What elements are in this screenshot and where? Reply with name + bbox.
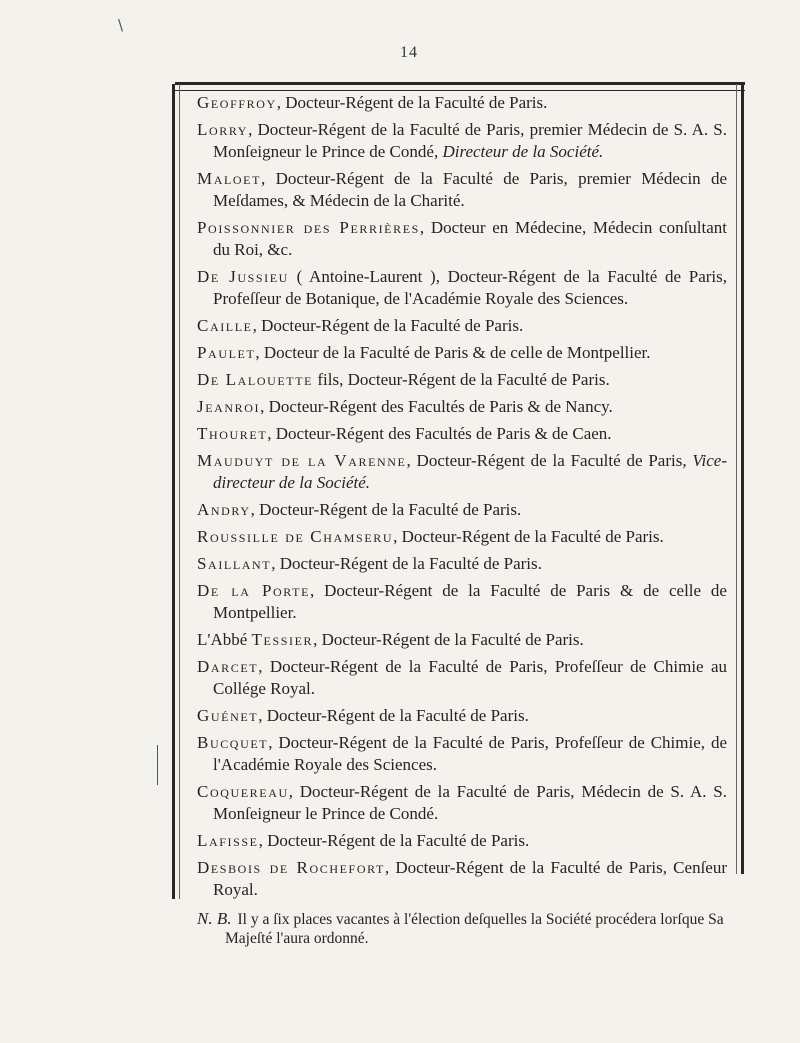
list-item bbox=[197, 168, 727, 212]
member-name: Saillant bbox=[197, 554, 272, 573]
member-description: , Docteur-Régent de la Faculté de Paris. bbox=[313, 630, 584, 649]
member-description: , Docteur-Régent de la Faculté de Paris. bbox=[252, 316, 524, 335]
member-description: , Docteur-Régent des Facultés de Paris & de Caen. bbox=[267, 424, 612, 443]
member-title: Vice-directeur de la Société. bbox=[213, 451, 728, 492]
list-item bbox=[197, 830, 727, 852]
member-description: , Docteur-Régent de la Faculté de Paris, Profeſſeur de Chimie, de l'Académie Royale des Sciences. bbox=[213, 733, 727, 774]
member-name: Thouret bbox=[197, 424, 268, 443]
member-description: , Docteur-Régent de la Faculté de Paris, premier Médecin de Meſdames, & Médecin de la Charité. bbox=[213, 169, 727, 210]
member-name: Mauduyt de la Varenne bbox=[197, 451, 407, 470]
list-item bbox=[197, 732, 727, 776]
member-name: Lorry bbox=[197, 120, 249, 139]
member-description: , Docteur de la Faculté de Paris & de celle de Montpellier. bbox=[255, 343, 651, 362]
list-item bbox=[197, 580, 727, 624]
member-description: , Docteur-Régent de la Faculté de Paris. bbox=[393, 527, 664, 546]
list-item bbox=[197, 629, 727, 651]
member-description: , Docteur-Régent de la Faculté de Paris. bbox=[276, 93, 548, 112]
member-name: Roussille de Chamseru bbox=[197, 527, 394, 546]
member-name: De Lalouette bbox=[197, 370, 314, 389]
list-item bbox=[197, 553, 727, 575]
list-item bbox=[197, 342, 727, 364]
member-name: Coquereau bbox=[197, 782, 289, 801]
member-name: Bucquet bbox=[197, 733, 269, 752]
footnote-label: N. B. bbox=[197, 909, 232, 928]
member-name: Poissonnier des Perrières bbox=[197, 218, 420, 237]
member-name: Andry bbox=[197, 500, 251, 519]
member-description: , Docteur-Régent de la Faculté de Paris. bbox=[271, 554, 542, 573]
list-item bbox=[197, 92, 727, 114]
member-name: Darcet bbox=[197, 657, 259, 676]
member-name: Geoffroy bbox=[197, 93, 277, 112]
member-name: Guénet bbox=[197, 706, 259, 725]
member-list bbox=[197, 92, 727, 948]
member-name: De la Porte bbox=[197, 581, 311, 600]
margin-mark: \ bbox=[118, 16, 124, 34]
list-item bbox=[197, 119, 727, 163]
list-item bbox=[197, 857, 727, 901]
margin-stroke bbox=[157, 745, 158, 785]
member-description: ( Antoine-Laurent ), Docteur-Régent de la Faculté de Paris, Profeſſeur de Botanique, de l'Académie Royale des Sciences. bbox=[213, 267, 728, 308]
member-name: Tessier bbox=[251, 630, 314, 649]
list-item bbox=[197, 315, 727, 337]
member-description: , Docteur-Régent de la Faculté de Paris, Cenſeur Royal. bbox=[213, 858, 727, 899]
list-item bbox=[197, 705, 727, 727]
page-number: 14 bbox=[400, 44, 418, 61]
member-description: , Docteur-Régent de la Faculté de Paris, bbox=[406, 451, 693, 470]
top-border-rule bbox=[175, 82, 745, 91]
member-description: , Docteur-Régent de la Faculté de Paris. bbox=[250, 500, 522, 519]
list-item bbox=[197, 526, 727, 548]
member-description: , Docteur-Régent de la Faculté de Paris, premier Médecin de S. A. S. Monſeigneur le Prince de Condé, bbox=[213, 120, 727, 161]
member-description: , Docteur-Régent de la Faculté de Paris, Médecin de S. A. S. Monſeigneur le Prince de Condé. bbox=[213, 782, 727, 823]
list-item bbox=[197, 369, 727, 391]
list-item bbox=[197, 450, 727, 494]
member-description: , Docteur-Régent de la Faculté de Paris & de celle de Montpellier. bbox=[213, 581, 727, 622]
member-name: Jeanroi bbox=[197, 397, 261, 416]
member-name: Lafisse bbox=[197, 831, 259, 850]
member-name: Desbois de Rochefort bbox=[197, 858, 385, 877]
member-description: , Docteur en Médecine, Médecin conſultant du Roi, &c. bbox=[213, 218, 728, 259]
list-item bbox=[197, 217, 727, 261]
member-name: Caille bbox=[197, 316, 253, 335]
list-item bbox=[197, 656, 727, 700]
list-item bbox=[197, 423, 727, 445]
member-description: , Docteur-Régent des Facultés de Paris & de Nancy. bbox=[260, 397, 613, 416]
member-description: , Docteur-Régent de la Faculté de Paris. bbox=[258, 706, 529, 725]
list-item bbox=[197, 781, 727, 825]
member-description: , Docteur-Régent de la Faculté de Paris. bbox=[258, 831, 530, 850]
footnote-text: Il y a ſix places vacantes à l'élection deſquelles la Société procédera lorſque Sa Majeſté l'aura ordonné. bbox=[225, 911, 724, 947]
member-title: Directeur de la Société. bbox=[442, 142, 604, 161]
left-border-rule bbox=[172, 84, 180, 899]
list-item bbox=[197, 396, 727, 418]
list-item bbox=[197, 266, 727, 310]
right-border-rule bbox=[736, 84, 744, 874]
member-description: fils, Docteur-Régent de la Faculté de Paris. bbox=[313, 370, 610, 389]
member-name: Maloet bbox=[197, 169, 262, 188]
footnote bbox=[197, 909, 727, 948]
member-name: De Jussieu bbox=[197, 267, 289, 286]
list-item bbox=[197, 499, 727, 521]
member-prefix: L'Abbé bbox=[197, 630, 252, 649]
member-description: , Docteur-Régent de la Faculté de Paris, Profeſſeur de Chimie au Collége Royal. bbox=[213, 657, 727, 698]
member-name: Paulet bbox=[197, 343, 256, 362]
